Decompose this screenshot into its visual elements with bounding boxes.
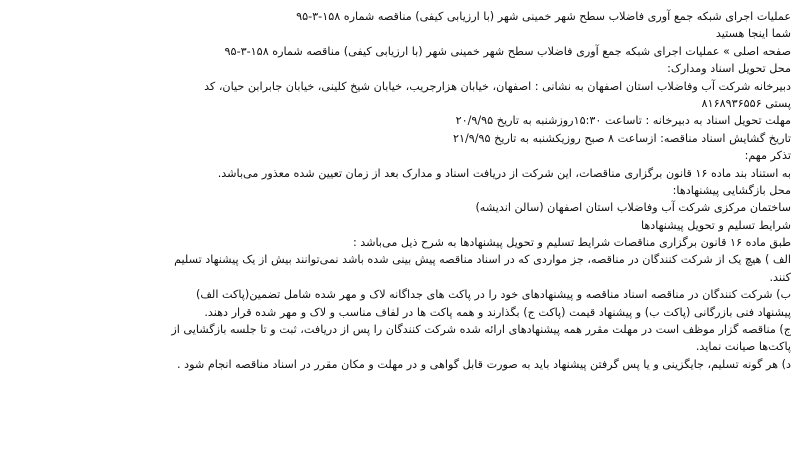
condition-d: د) هر گونه تسلیم، جایگزینی و یا پس گرفتن پیشنهاد باید به صورت قابل گواهی و در مهلت و مکان مقرر در اسناد مناقصه انجام شود . bbox=[177, 357, 791, 371]
breadcrumb[interactable]: صفحه اصلی » عملیات اجرای شبکه جمع آوری فاضلاب سطح شهر خمینی شهر (با ارزیابی کیفی) مناقصه شماره ۱۵۸-۳-۹۵ bbox=[224, 44, 791, 58]
submission-deadline: مهلت تحویل اسناد به دبیرخانه : تاساعت ۱۵:۳۰روزشنبه به تاریخ ۲۰/۹/۹۵ bbox=[455, 114, 791, 128]
condition-c-line-2: پاکت‌ها صیانت نماید. bbox=[695, 340, 791, 354]
opening-location-heading: محل بازگشایی پیشنهادها: bbox=[672, 183, 791, 197]
you-are-here-label: شما اینجا هستید bbox=[715, 27, 791, 41]
condition-a-line-2: کنند. bbox=[769, 270, 791, 284]
delivery-address-line-2: پستی ۸۱۶۸۹۳۶۵۵۶ bbox=[701, 96, 791, 110]
submission-conditions-heading: شرایط تسلیم و تحویل پیشنهادها bbox=[640, 218, 791, 232]
delivery-location-heading: محل تحویل اسناد ومدارک: bbox=[667, 62, 791, 76]
delivery-address-line-1: دبیرخانه شرکت آب وفاضلاب استان اصفهان به نشانی : اصفهان، خیابان هزارجریب، خیابان شیخ کلینی، خیابان جابرابن حیان، کد bbox=[204, 79, 791, 93]
condition-b-line-2: پیشنهاد فنی بازرگانی (پاکت ب) و پیشنهاد قیمت (پاکت ج) بگذارند و همه پاکت ها در لفاف مناسب و لاک و مهر شده قرار دهند. bbox=[204, 305, 791, 319]
important-note-text: به استناد بند ماده ۱۶ قانون برگزاری مناقصات، این شرکت از دریافت اسناد و مدارک بعد از زمان تعیین شده معذور می‌باشد. bbox=[217, 166, 791, 180]
opening-location-text: ساختمان مرکزی شرکت آب وفاضلاب استان اصفهان (سالن اندیشه) bbox=[475, 201, 791, 215]
submission-conditions-intro: طبق ماده ۱۶ قانون برگزاری مناقصات شرایط تسلیم و تحویل پیشنهادها به شرح ذیل می‌باشد : bbox=[352, 236, 791, 250]
important-note-heading: تذکر مهم: bbox=[744, 149, 791, 163]
condition-b-line-1: ب) شرکت کنندگان در مناقصه اسناد مناقصه و پیشنهادهای خود را در پاکت های جداگانه لاک و مهر شده شامل تضمین(پاکت الف) bbox=[195, 288, 791, 302]
condition-a-line-1: الف ) هیچ یک از شرکت کنندگان در مناقصه، جز مواردی که در اسناد مناقصه پیش بینی شده باشد نمی‌توانند بیش از یک پیشنهاد تسلیم bbox=[174, 253, 791, 267]
tender-title: عملیات اجرای شبکه جمع آوری فاضلاب سطح شهر خمینی شهر (با ارزیابی کیفی) مناقصه شماره ۱۵۸-۳-۹۵ bbox=[296, 10, 791, 23]
condition-c-line-1: ج) مناقصه گزار موظف است در مهلت مقرر همه پیشنهادهای ارائه شده شرکت کنندگان را پس از دریافت، ثبت و تا جلسه بازگشایی از bbox=[171, 323, 791, 337]
opening-date: تاریخ گشایش اسناد مناقصه: ازساعت ۸ صبح روزیکشنبه به تاریخ ۲۱/۹/۹۵ bbox=[452, 131, 791, 145]
